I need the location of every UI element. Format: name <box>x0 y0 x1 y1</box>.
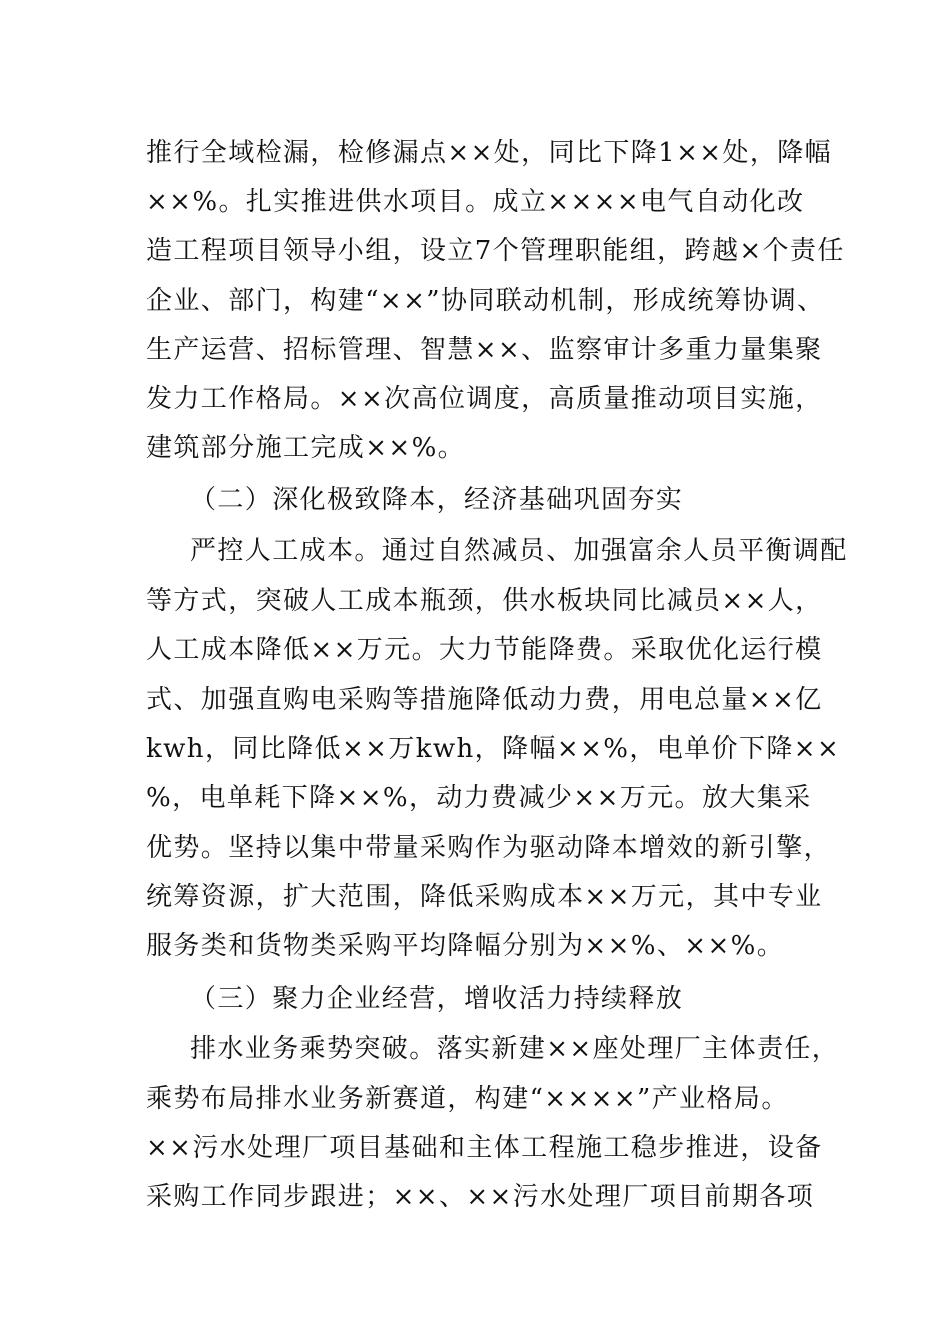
text-line: 等方式，突破人工成本瓶颈，供水板块同比减员××人， <box>146 586 823 616</box>
text-line: 式、加强直购电采购等措施降低动力费，用电总量××亿 <box>146 685 823 715</box>
text-line: 生产运营、招标管理、智慧××、监察审计多重力量集聚 <box>146 335 823 365</box>
paragraph-first-line: 排水业务乘势突破。落实新建××座处理厂主体责任， <box>190 1034 840 1064</box>
text-line: 乘势布局排水业务新赛道，构建“××××”产业格局。 <box>146 1084 789 1114</box>
text-line: kwh，同比降低××万kwh，降幅××%，电单价下降×× <box>146 734 841 764</box>
text-line: %，电单耗下降××%，动力费减少××万元。放大集采 <box>146 783 812 813</box>
section-heading: （二）深化极致降本，经济基础巩固夯实 <box>190 485 684 515</box>
section-heading: （三）聚力企业经营，增收活力持续释放 <box>190 984 684 1014</box>
text-line: 企业、部门，构建“××”协同联动机制，形成统筹协调、 <box>146 286 825 316</box>
paragraph-first-line: 严控人工成本。通过自然减员、加强富余人员平衡调配 <box>190 536 848 566</box>
text-line: 发力工作格局。××次高位调度，高质量推动项目实施， <box>146 384 823 414</box>
text-line: ××%。扎实推进供水项目。成立××××电气自动化改 <box>146 187 805 217</box>
text-line: 建筑部分施工完成××%。 <box>146 433 466 463</box>
text-line: 优势。坚持以集中带量采购作为驱动降本增效的新引擎， <box>146 833 832 863</box>
text-line: 采购工作同步跟进；××、××污水处理厂项目前期各项 <box>146 1182 815 1212</box>
text-line: 造工程项目领导小组，设立7个管理职能组，跨越×个责任 <box>146 236 845 266</box>
text-line: 人工成本降低××万元。大力节能降费。采取优化运行模 <box>146 635 823 665</box>
text-line: 统筹资源，扩大范围，降低采购成本××万元，其中专业 <box>146 882 823 912</box>
text-line: ××污水处理厂项目基础和主体工程施工稳步推进，设备 <box>146 1133 823 1163</box>
text-line: 服务类和货物类采购平均降幅分别为××%、××%。 <box>146 931 785 961</box>
text-line: 推行全域检漏，检修漏点××处，同比下降1××处，降幅 <box>146 138 833 168</box>
